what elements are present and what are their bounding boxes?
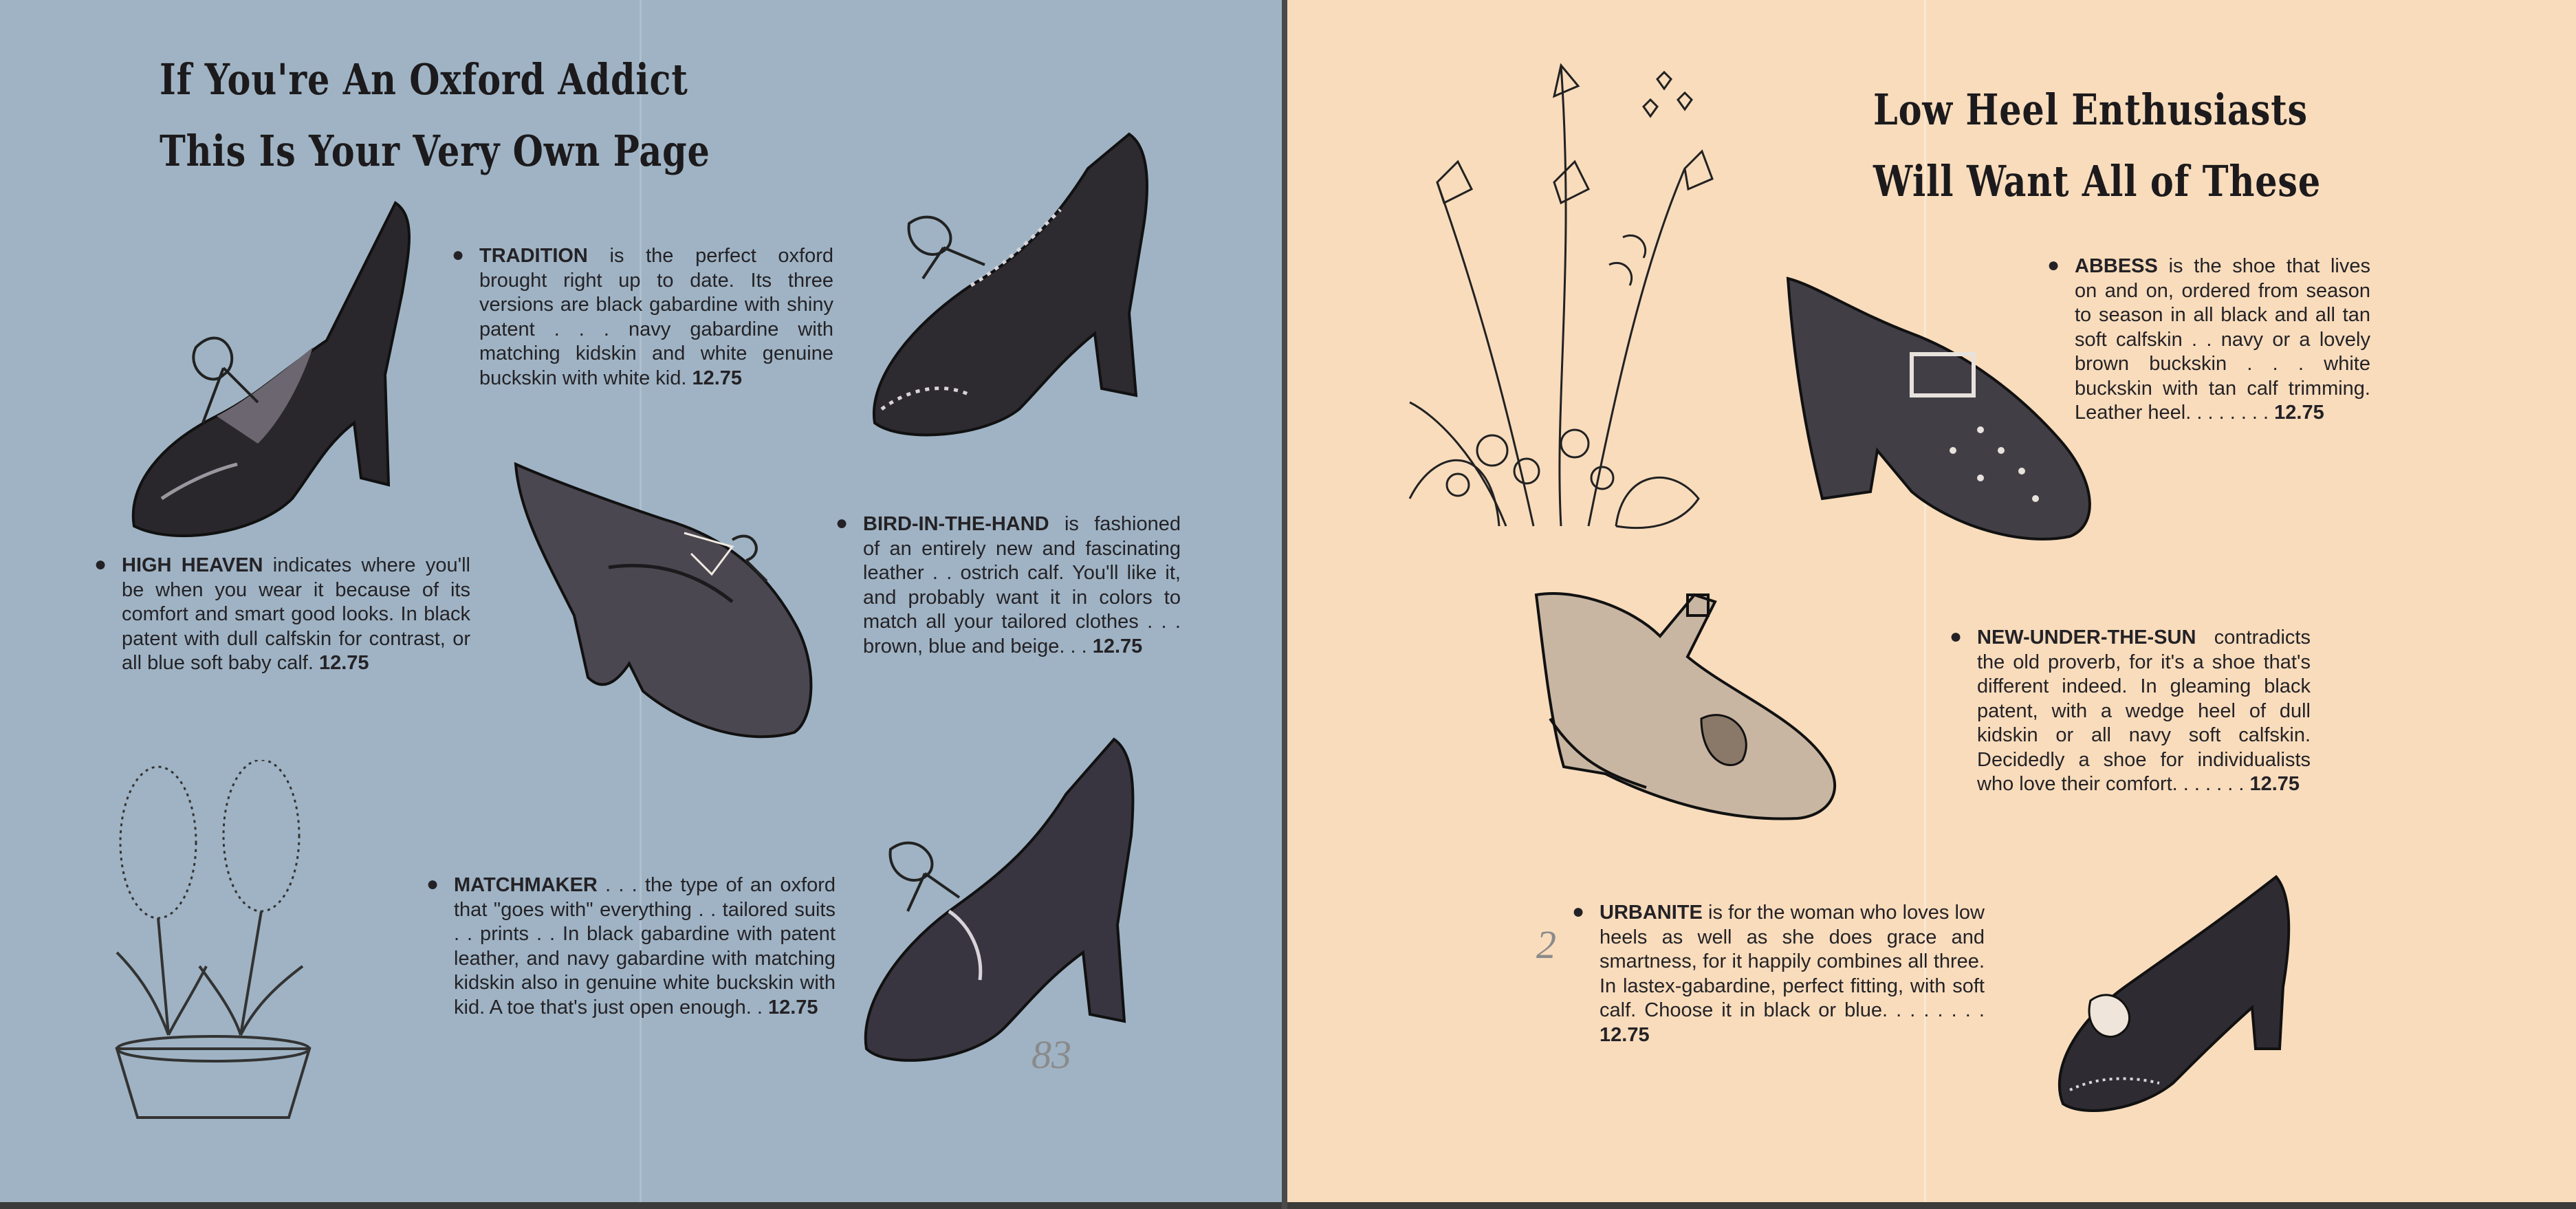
shoe-description: . . . the type of an oxford that "goes with" everything . . tailored suits . . prints . . In black gabardine with patent leather, and navy gabardine with matching kidskin also in genuine white buckskin with kid. A toe that's just open enough. . (454, 874, 836, 1019)
tradition-shoe-illustration (868, 120, 1157, 444)
handwritten-note: 83 (1032, 1032, 1071, 1077)
heading-line: Low Heel Enthusiasts (1873, 85, 2308, 135)
urbanite-shoe-illustration (2049, 870, 2297, 1118)
high-heaven-description (94, 553, 470, 676)
shoe-price: 12.75 (767, 996, 818, 1019)
shoe-description: is the shoe that lives on and on, ordered from season to season in all black and all tan soft calfskin . . navy or a lovely brown buckskin . . . white buckskin with tan calf trimming. Leather heel. . . . . . . . (2075, 255, 2370, 424)
shoe-description: is the perfect oxford brought right up to date. Its three versions are black gabardine with shiny patent . . . navy gabardine with matching kidskin and white genuine buckskin with white kid. (479, 245, 833, 389)
heading-line: If You're An Oxford Addict (160, 54, 688, 105)
shoe-name: MATCHMAKER (454, 874, 598, 896)
shoe-price: 12.75 (318, 652, 369, 674)
shoe-name: NEW-UNDER-THE-SUN (1977, 627, 2196, 649)
bullet-icon: ● (452, 243, 465, 266)
shoe-price: 12.75 (2274, 402, 2324, 424)
high-heaven-shoe-illustration (120, 196, 416, 554)
new-under-the-sun-description (1950, 625, 2311, 797)
urbanite-description (1572, 900, 1985, 1047)
handwritten-note: 2 (1536, 922, 1556, 967)
shoe-description: is fashioned of an entirely new and fascinating leather . . ostrich calf. You'll like it, and probably want it in colors to match all your tailored clothes . . . brown, blue and beige. . . (863, 513, 1181, 657)
heading-line: Will Want All of These (1873, 156, 2322, 206)
shoe-name: BIRD-IN-THE-HAND (863, 513, 1049, 535)
bullet-icon: ● (94, 553, 107, 576)
shoe-price: 12.75 (692, 367, 743, 389)
abbess-description (2047, 254, 2370, 426)
page-edge (0, 1202, 1283, 1209)
left-page-heading (160, 44, 710, 187)
bullet-icon: ● (426, 873, 439, 895)
shoe-name: URBANITE (1600, 902, 1703, 924)
page-edge (1287, 1202, 2576, 1209)
flower-sketch-illustration (1396, 58, 1726, 540)
matchmaker-description (426, 873, 836, 1020)
shoe-description: is for the woman who loves low heels as well as she does grace and smartness, for it happily combines all three. In lastex-gabardine, perfect fitting, with soft calf. Choose it in black or blue. . . . . . . . (1600, 902, 1985, 1021)
bird-in-the-hand-description (836, 512, 1181, 659)
shoe-name: ABBESS (2075, 255, 2158, 277)
shoe-name: TRADITION (479, 245, 588, 267)
hyacinth-pot-illustration (103, 760, 323, 1131)
left-page (0, 0, 1283, 1209)
shoe-price: 12.75 (1600, 1023, 1650, 1046)
abbess-shoe-illustration (1774, 272, 2104, 547)
shoe-price: 12.75 (2249, 773, 2300, 795)
right-page-heading (1873, 74, 2321, 217)
shoe-price: 12.75 (1092, 635, 1143, 657)
shoe-description: indicates where you'll be when you wear it because of its comfort and smart good looks. In black patent with dull calfskin for contrast, or all blue soft baby calf. (122, 554, 470, 674)
tradition-description (452, 243, 833, 391)
bullet-icon: ● (2047, 254, 2060, 276)
right-page (1287, 0, 2576, 1209)
bullet-icon: ● (836, 512, 849, 534)
heading-line: This Is Your Very Own Page (160, 126, 710, 176)
bird-in-the-hand-shoe-illustration (505, 457, 822, 746)
bullet-icon: ● (1950, 625, 1963, 648)
shoe-description: contradicts the old proverb, for it's a shoe that's different indeed. In gleaming black patent, with a wedge heel of dull kidskin or all navy soft calfskin. Decidedly a shoe for individualists who love their comfort. . . . . . . (1977, 627, 2311, 795)
new-under-the-sun-shoe-illustration (1522, 581, 1853, 829)
bullet-icon: ● (1572, 900, 1585, 923)
matchmaker-shoe-illustration (860, 732, 1142, 1069)
shoe-name: HIGH HEAVEN (122, 554, 263, 576)
